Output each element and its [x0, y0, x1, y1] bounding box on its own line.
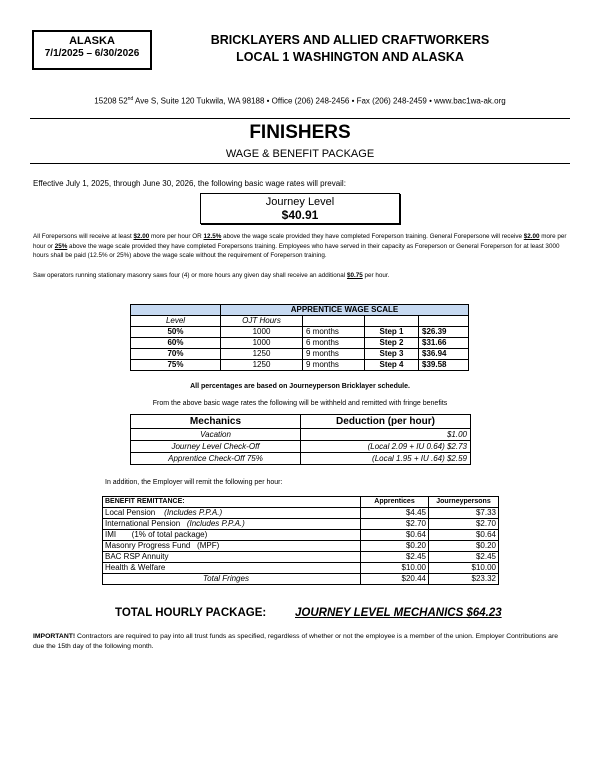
deduction-value-cell: (Local 2.09 + IU 0.64) $2.73: [301, 441, 471, 453]
saw-paragraph: [33, 271, 568, 281]
foreperson-text-4: more per hour or: [33, 233, 567, 250]
deduction-value-cell: (Local 1.95 + IU .64) $2.59: [301, 453, 471, 465]
col-step-header: [365, 316, 419, 327]
table-row: [131, 453, 471, 465]
hours-cell: 1250: [221, 349, 303, 360]
level-cell: 70%: [131, 349, 221, 360]
apprentice-amount-cell: $2.45: [361, 552, 429, 563]
journey-level-label: Journey Level: [265, 196, 335, 208]
benefit-name: Local Pension: [105, 508, 156, 517]
benefit-name: International Pension: [105, 519, 181, 528]
foreperson-percent-1: 12.5%: [203, 233, 222, 240]
table-row: [131, 327, 469, 338]
employer-remit-note: In addition, the Employer will remit the following per hour:: [105, 479, 283, 486]
step-cell: Step 2: [365, 338, 419, 349]
apprentice-amount-cell: $4.45: [361, 508, 429, 519]
col-rate-header: [419, 316, 469, 327]
mechanics-name-cell: Vacation: [131, 429, 301, 441]
address-street-suffix: nd: [127, 96, 134, 102]
apprentice-amount-cell: $0.20: [361, 541, 429, 552]
benefit-name-cell: BAC RSP Annuity: [103, 552, 361, 563]
months-cell: 9 months: [303, 360, 365, 371]
foreperson-paragraph: [33, 232, 568, 261]
total-row: [103, 574, 499, 585]
total-package-value: JOURNEY LEVEL MECHANICS $64.23: [295, 607, 502, 619]
journey-amount-cell: $2.70: [429, 519, 499, 530]
mechanics-name-cell: Journey Level Check-Off: [131, 441, 301, 453]
total-journeypersons: $23.32: [429, 574, 499, 585]
page-subtitle: WAGE & BENEFIT PACKAGE: [225, 148, 375, 160]
months-cell: 6 months: [303, 338, 365, 349]
benefit-note: (MPF): [197, 541, 220, 550]
foreperson-amount-2: $2.00: [523, 233, 540, 240]
journeypersons-header: Journeypersons: [429, 497, 499, 508]
months-cell: 9 months: [303, 349, 365, 360]
foreperson-text-5: above the wage scale provided they have completed Forepersons training. Employees who have served in their capacity as Foreperson or General Foreperson for at least 3000 hours shall be paid (12.5% or 25%) above the wage scale without the requirement of Foreperson training.: [33, 242, 560, 259]
total-package-label: TOTAL HOURLY PACKAGE:: [115, 607, 267, 619]
table-row: [103, 563, 499, 574]
region-name: ALASKA: [69, 35, 115, 47]
level-cell: 75%: [131, 360, 221, 371]
journey-amount-cell: $2.45: [429, 552, 499, 563]
important-note: [33, 632, 568, 652]
rate-cell: $39.58: [419, 360, 469, 371]
table-row: [131, 349, 469, 360]
level-cell: 60%: [131, 338, 221, 349]
step-cell: Step 3: [365, 349, 419, 360]
address-line: [0, 96, 600, 106]
union-title-line2: LOCAL 1 WASHINGTON AND ALASKA: [236, 50, 464, 64]
hours-cell: 1000: [221, 338, 303, 349]
apprentice-amount-cell: $10.00: [361, 563, 429, 574]
region-box: [32, 30, 152, 70]
title-rule-top: [30, 118, 570, 119]
effective-statement: Effective July 1, 2025, through June 30, 2026, the following basic wage rates will prevail:: [33, 179, 346, 188]
title-rule-bottom: [30, 163, 570, 164]
benefit-note: (Includes P.P.A.): [186, 519, 245, 528]
col-ojt-header: OJT Hours: [221, 316, 303, 327]
benefit-name: IMI: [105, 530, 117, 539]
foreperson-text-3: above the wage scale provided they have completed Foreperson training. General Forepersone will receive: [221, 233, 524, 240]
rate-cell: $26.39: [419, 327, 469, 338]
journey-amount-cell: $7.33: [429, 508, 499, 519]
months-cell: 6 months: [303, 327, 365, 338]
benefit-name-cell: [103, 508, 361, 519]
table-row: [131, 441, 471, 453]
percentages-note: All percentages are based on Journeyperson Bricklayer schedule.: [190, 383, 410, 390]
hours-cell: 1000: [221, 327, 303, 338]
apprentice-amount-cell: $0.64: [361, 530, 429, 541]
table-row: [131, 429, 471, 441]
benefit-name-cell: [103, 530, 361, 541]
level-cell: 50%: [131, 327, 221, 338]
table-row: [103, 541, 499, 552]
table-row: [103, 519, 499, 530]
deduction-header: Deduction (per hour): [301, 415, 471, 429]
benefit-name: Masonry Progress Fund: [105, 541, 191, 550]
address-rest: Ave S, Suite 120 Tukwila, WA 98188 • Office (206) 248-2456 • Fax (206) 248-2459 • www.bac1wa-ak.org: [133, 96, 506, 106]
benefit-header: BENEFIT REMITTANCE:: [103, 497, 361, 508]
union-title: [160, 32, 540, 66]
col-level-header: Level: [131, 316, 221, 327]
benefit-remittance-table: [102, 496, 499, 585]
total-fringes-label: Total Fringes: [103, 574, 361, 585]
benefit-name-cell: Health & Welfare: [103, 563, 361, 574]
page-title: FINISHERS: [249, 122, 351, 143]
union-title-line1: BRICKLAYERS AND ALLIED CRAFTWORKERS: [210, 33, 490, 47]
table-empty-cell: [131, 305, 221, 316]
foreperson-text-2: more per hour OR: [149, 233, 204, 240]
withheld-note: From the above basic wage rates the following will be withheld and remitted with fringe benefits: [152, 400, 448, 407]
benefit-note: (1% of total package): [131, 530, 208, 539]
saw-text-1: Saw operators running stationary masonry saws four (4) or more hours any given day shall receive an additional: [33, 272, 347, 279]
important-text: Contractors are required to pay into all trust funds as specified, regardless of whether or not the employee is a member of the union. Employer Contributions are due the 15th day of the following month.: [33, 633, 558, 650]
benefit-name-cell: [103, 541, 361, 552]
journey-level-rate: $40.91: [281, 208, 319, 222]
step-cell: Step 4: [365, 360, 419, 371]
table-row: [131, 360, 469, 371]
foreperson-text-1: All Forepersons will receive at least: [33, 233, 134, 240]
table-row: [131, 338, 469, 349]
saw-amount: $0.75: [346, 272, 363, 279]
journey-amount-cell: $0.20: [429, 541, 499, 552]
table-row: [103, 508, 499, 519]
journey-amount-cell: $10.00: [429, 563, 499, 574]
apprentices-header: Apprentices: [361, 497, 429, 508]
hours-cell: 1250: [221, 360, 303, 371]
rate-cell: $36.94: [419, 349, 469, 360]
journey-amount-cell: $0.64: [429, 530, 499, 541]
foreperson-percent-2: 25%: [54, 242, 68, 250]
deduction-value-cell: $1.00: [301, 429, 471, 441]
benefit-name-cell: [103, 519, 361, 530]
saw-text-2: per hour.: [362, 272, 390, 279]
total-apprentices: $20.44: [361, 574, 429, 585]
table-row: [103, 552, 499, 563]
rate-cell: $31.66: [419, 338, 469, 349]
col-months-header: [303, 316, 365, 327]
important-label: IMPORTANT!: [33, 633, 76, 640]
mechanics-deduction-table: [130, 414, 471, 465]
table-row: [103, 530, 499, 541]
journey-level-box: [200, 193, 400, 224]
region-dates: 7/1/2025 – 6/30/2026: [44, 48, 140, 59]
address-street-number: 15208 52: [94, 96, 128, 106]
mechanics-name-cell: Apprentice Check-Off 75%: [131, 453, 301, 465]
apprentice-amount-cell: $2.70: [361, 519, 429, 530]
step-cell: Step 1: [365, 327, 419, 338]
apprentice-wage-table: [130, 304, 469, 371]
apprentice-table-title: APPRENTICE WAGE SCALE: [221, 305, 469, 316]
foreperson-amount-1: $2.00: [133, 233, 150, 240]
benefit-note: (Includes P.P.A.): [164, 508, 223, 517]
mechanics-header: Mechanics: [131, 415, 301, 429]
